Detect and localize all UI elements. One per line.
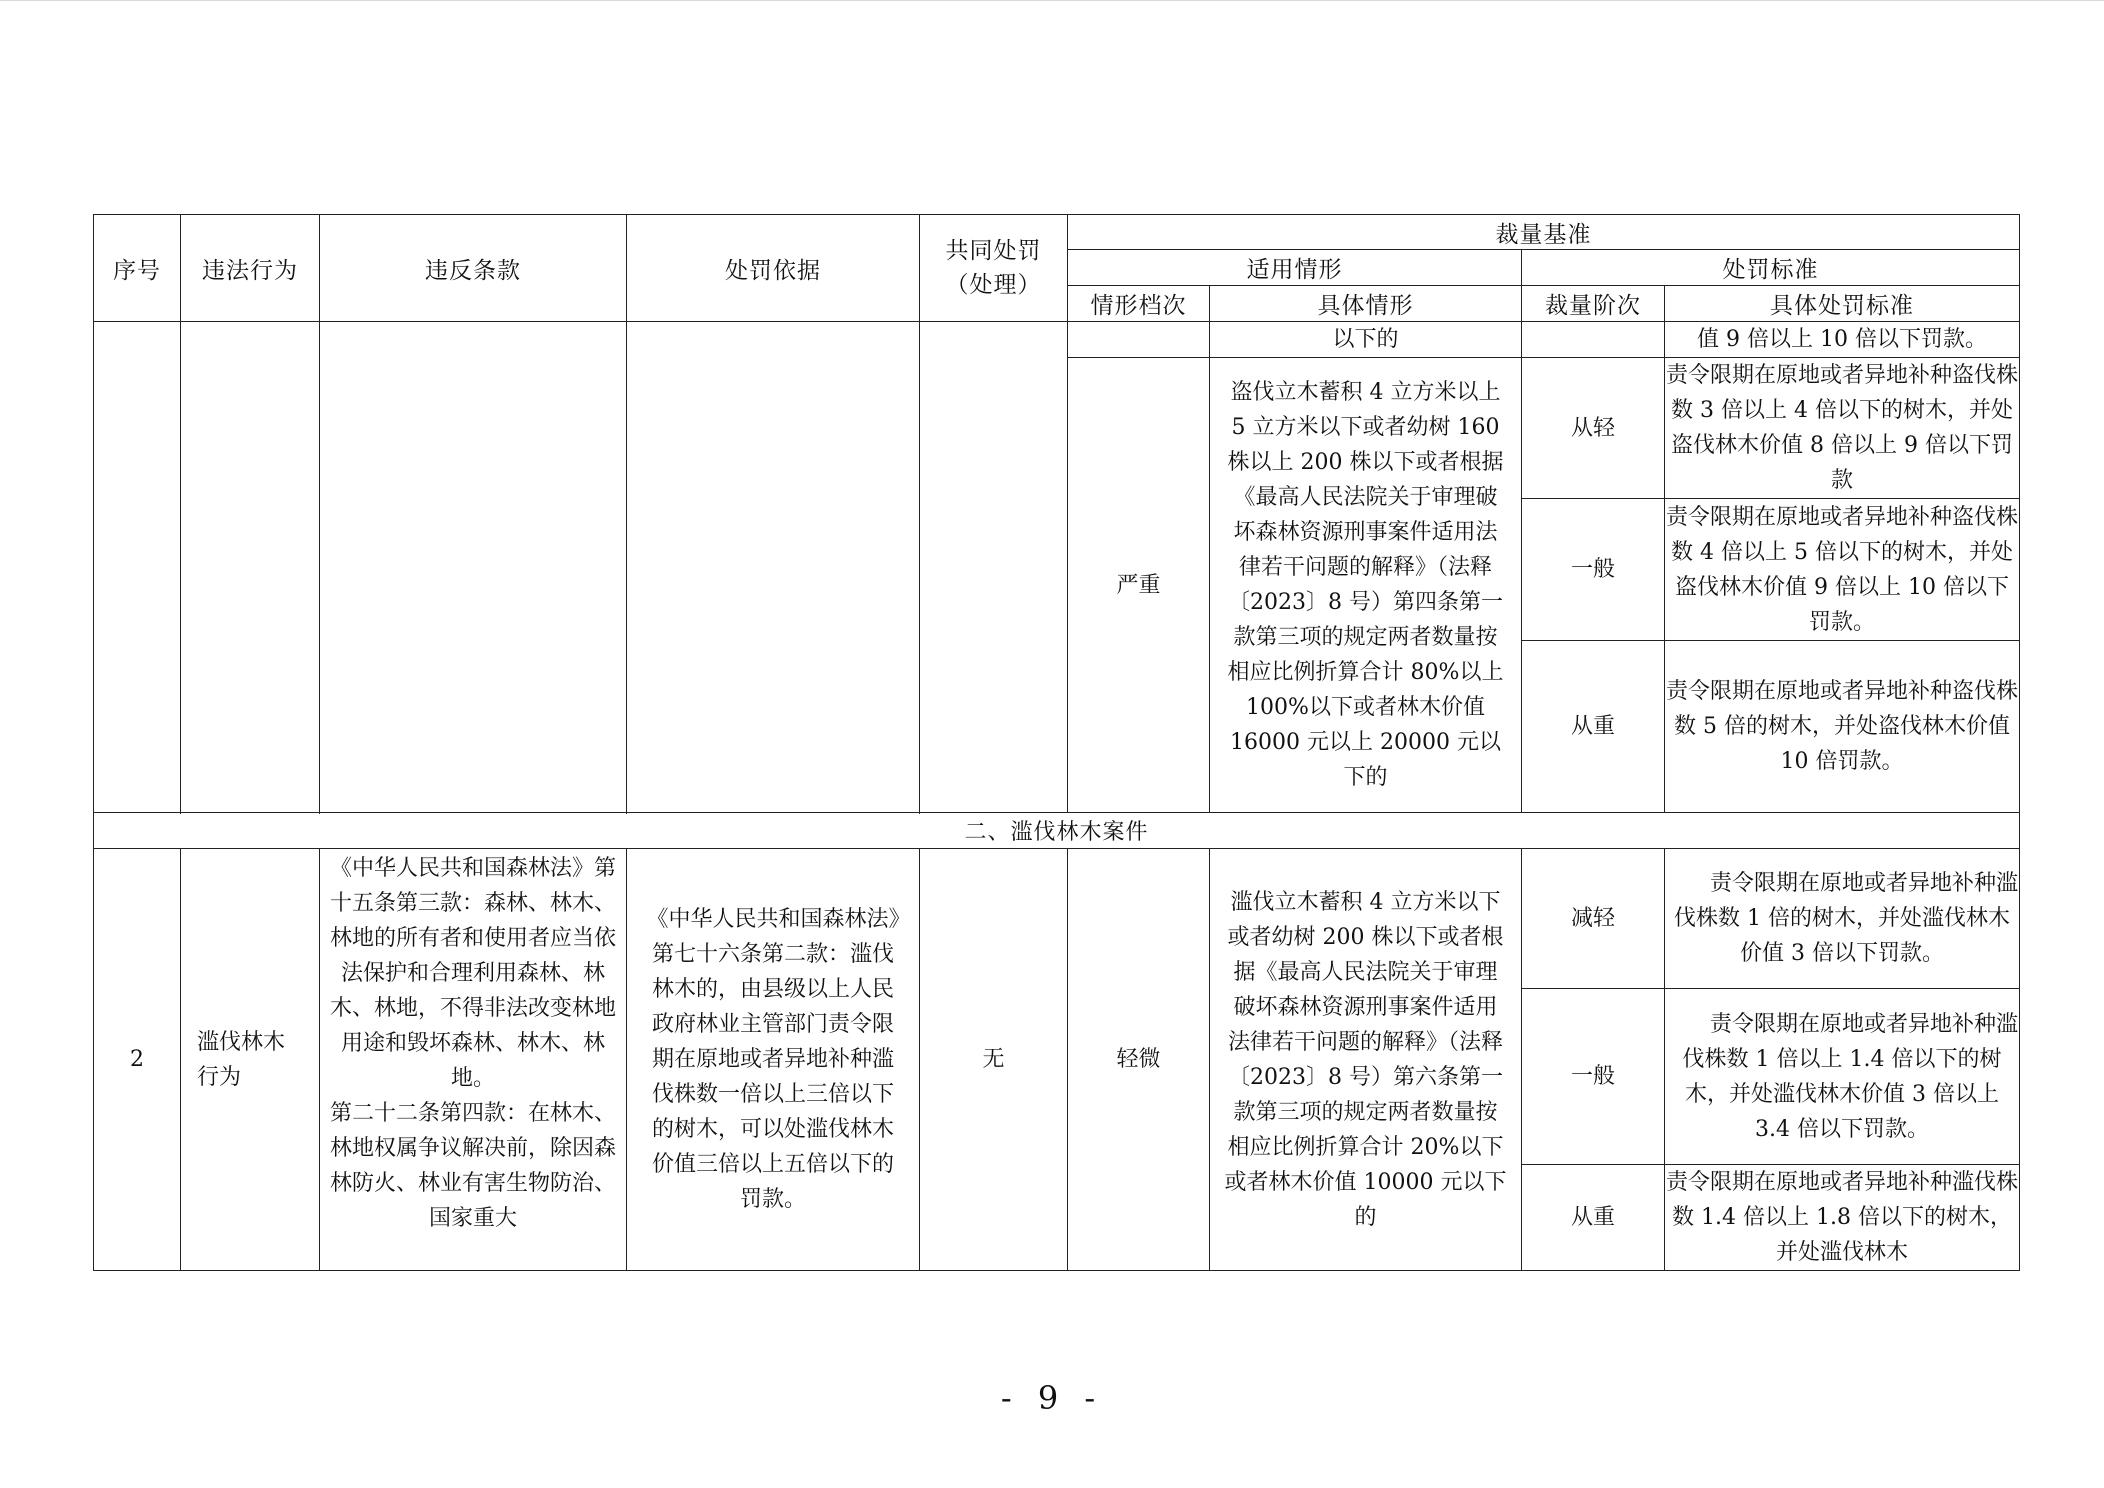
cont-tier-2: 一般 <box>1522 499 1665 641</box>
row2-penalty-3: 责令限期在原地或者异地补种滥伐株数 1.4 倍以上 1.8 倍以下的树木，并处滥伐林木 <box>1665 1165 2020 1271</box>
cont-top-tier-cell <box>1522 322 1665 358</box>
row2-clause <box>320 849 627 1271</box>
cont-level: 严重 <box>1068 358 1210 813</box>
header-row-1 <box>94 215 2020 250</box>
header-detail: 具体情形 <box>1210 286 1522 322</box>
cont-penalty-2: 责令限期在原地或者异地补种盗伐株数 4 倍以上 5 倍以下的树木，并处盗伐林木价值 9 倍以上 10 倍以下罚款。 <box>1665 499 2020 641</box>
header-level: 情形档次 <box>1068 286 1210 322</box>
header-discretion: 裁量基准 <box>1068 215 2020 250</box>
cont-seq-cell <box>94 322 181 813</box>
row2-penalty-2: 责令限期在原地或者异地补种滥伐株数 1 倍以上 1.4 倍以下的树木，并处滥伐林木价值 3 倍以上 3.4 倍以下罚款。 <box>1665 989 2020 1165</box>
cont-top-detail: 以下的 <box>1210 322 1522 358</box>
header-joint <box>920 215 1068 322</box>
cont-basis-cell <box>627 322 920 813</box>
row2-basis: 《中华人民共和国森林法》第七十六条第二款：滥伐林木的，由县级以上人民政府林业主管部门责令限期在原地或者异地补种滥伐株数一倍以上三倍以下的树木，可以处滥伐林木价值三倍以上五倍以下的罚款。 <box>627 849 920 1271</box>
cont-penalty-1: 责令限期在原地或者异地补种盗伐株数 3 倍以上 4 倍以下的树木，并处盗伐林木价值 8 倍以上 9 倍以下罚款 <box>1665 358 2020 499</box>
header-tier: 裁量阶次 <box>1522 286 1665 322</box>
cont-joint-cell <box>920 322 1068 813</box>
header-act: 违法行为 <box>181 215 320 322</box>
cont-act-cell <box>181 322 320 813</box>
row2-sub-1 <box>94 849 2020 989</box>
section-title: 二、滥伐林木案件 <box>94 813 2020 849</box>
cont-top-penalty: 值 9 倍以上 10 倍以下罚款。 <box>1665 322 2020 358</box>
page-number: - 9 - <box>1000 1379 1104 1417</box>
row2-detail: 滥伐立木蓄积 4 立方米以下或者幼树 200 株以下或者根据《最高人民法院关于审理破坏森林资源刑事案件适用法律若干问题的解释》（法释〔2023〕8 号）第六条第一款第三项的规定两者数量按相应比例折算合计 20%以下或者林木价值 10000 元以下的 <box>1210 849 1522 1271</box>
header-basis: 处罚依据 <box>627 215 920 322</box>
cont-detail: 盗伐立木蓄积 4 立方米以上 5 立方米以下或者幼树 160 株以上 200 株以下或者根据《最高人民法院关于审理破坏森林资源刑事案件适用法律若干问题的解释》（法释〔2023〕8 号）第四条第一款第三项的规定两者数量按相应比例折算合计 80%以上 100%以下或者林木价值 16000 元以上 20000 元以下的 <box>1210 358 1522 813</box>
header-penalty: 具体处罚标准 <box>1665 286 2020 322</box>
header-joint-line1: 共同处罚 <box>945 238 1042 264</box>
section-row <box>94 813 2020 849</box>
row2-level: 轻微 <box>1068 849 1210 1271</box>
cont-penalty-3: 责令限期在原地或者异地补种盗伐株数 5 倍的树木，并处盗伐林木价值 10 倍罚款。 <box>1665 641 2020 813</box>
cont-tier-1: 从轻 <box>1522 358 1665 499</box>
cont-clause-cell <box>320 322 627 813</box>
row2-act: 滥伐林木行为 <box>181 849 320 1271</box>
header-seq: 序号 <box>94 215 181 322</box>
discretion-standard-table <box>93 214 2020 1271</box>
cont-tier-3: 从重 <box>1522 641 1665 813</box>
row2-tier-3: 从重 <box>1522 1165 1665 1271</box>
row2-tier-2: 一般 <box>1522 989 1665 1165</box>
row2-clause-para2: 第二十二条第四款：在林木、林地权属争议解决前，除因森林防火、林业有害生物防治、国家重大 <box>329 1101 616 1231</box>
row2-tier-1: 减轻 <box>1522 849 1665 989</box>
header-clause: 违反条款 <box>320 215 627 322</box>
cont-top-level-cell <box>1068 322 1210 358</box>
row2-clause-para1: 《中华人民共和国森林法》第十五条第三款：森林、林木、林地的所有者和使用者应当依法保护和合理利用森林、林木、林地，不得非法改变林地用途和毁坏森林、林木、林地。 <box>329 856 616 1091</box>
header-standard: 处罚标准 <box>1522 250 2020 286</box>
row2-seq: 2 <box>94 849 181 1271</box>
row2-penalty-1: 责令限期在原地或者异地补种滥伐株数 1 倍的树木，并处滥伐林木价值 3 倍以下罚款。 <box>1665 849 2020 989</box>
header-joint-line2: （处理） <box>945 272 1042 298</box>
continuation-top-row <box>94 322 2020 358</box>
row2-joint: 无 <box>920 849 1068 1271</box>
header-situation: 适用情形 <box>1068 250 1522 286</box>
